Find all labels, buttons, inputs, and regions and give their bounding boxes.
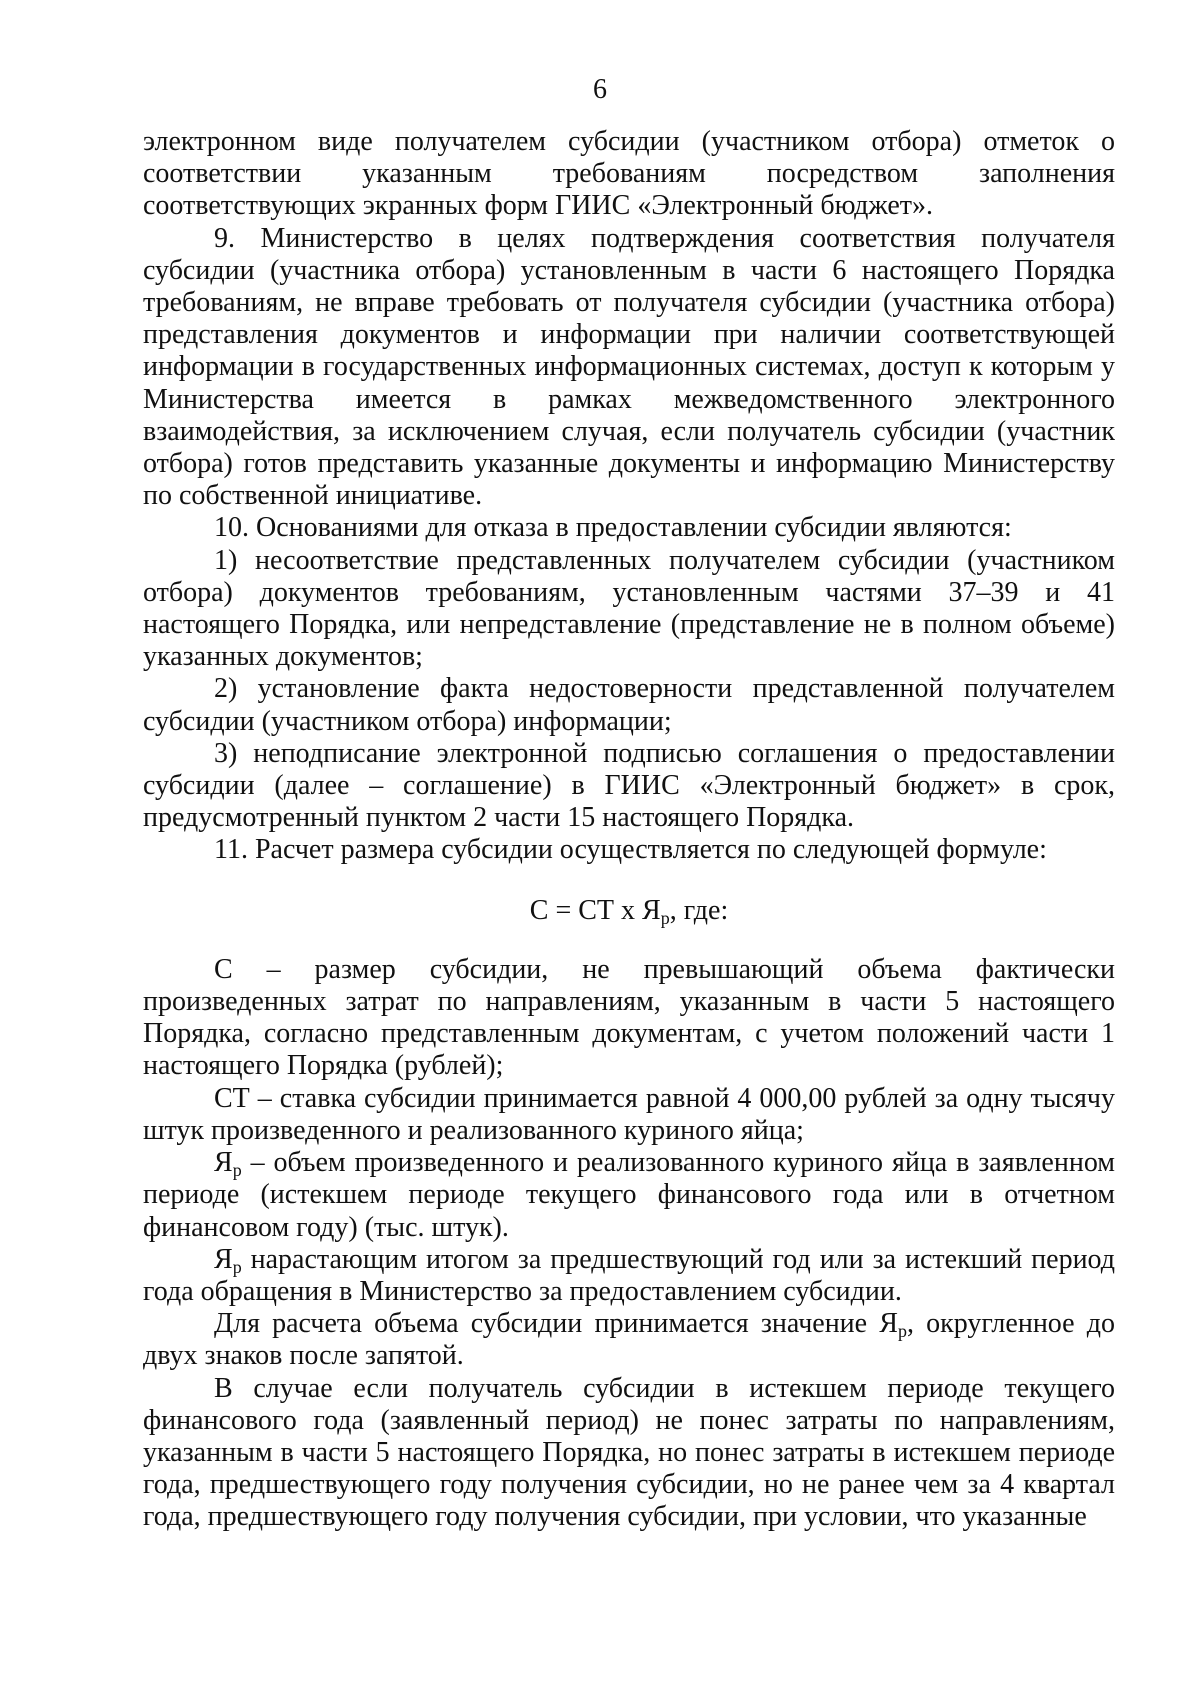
yap-symbol: Я <box>214 1243 233 1275</box>
yap-symbol: Я <box>214 1147 233 1179</box>
yap-definition-text: – объем произведенного и реализованного куриного яйца в заявленном периоде (истекшем периоде текущего финансового года или в отчетном финансовом году) (тыс. штук). <box>143 1147 1115 1243</box>
formula-main: С = СТ х Я <box>529 894 661 926</box>
rounding-text-before: Для расчета объема субсидии принимается значение Я <box>214 1308 898 1340</box>
definition-ct: СТ – ставка субсидии принимается равной 4 000,00 рублей за одну тысячу штук произведенного и реализованного куриного яйца; <box>143 1082 1115 1146</box>
case-paragraph: В случае если получатель субсидии в истекшем периоде текущего финансового года (заявленный период) не понес затраты по направлениям, указанным в части 5 настоящего Порядка, но понес затраты в истекшем периоде года, предшествующего году получения субсидии, но не ранее чем за 4 квартал года, предшествующего году получения субсидии, при условии, что указанные <box>143 1372 1115 1533</box>
paragraph-10: 10. Основаниями для отказа в предоставлении субсидии являются: <box>214 512 1012 544</box>
definition-yap <box>143 1147 1115 1244</box>
yap-cumulative-text: нарастающим итогом за предшествующий год или за истекший период года обращения в Министерство за предоставлением субсидии. <box>143 1243 1115 1307</box>
paragraph-10-item-3: 3) неподписание электронной подписью соглашения о предоставлении субсидии (далее – соглашение) в ГИИС «Электронный бюджет» в срок, предусмотренный пунктом 2 части 15 настоящего Порядка. <box>143 737 1115 834</box>
paragraph-intro-continuation: электронном виде получателем субсидии (участником отбора) отметок о соответствии указанным требованиям посредством заполнения соответствующих экранных форм ГИИС «Электронный бюджет». <box>143 126 1115 222</box>
yap-subscript: р <box>897 1321 907 1342</box>
document-body <box>143 126 1115 1534</box>
rounding-note <box>143 1308 1115 1372</box>
yap-cumulative-note <box>143 1244 1115 1308</box>
yap-subscript: р <box>232 1160 242 1181</box>
paragraph-9: 9. Министерство в целях подтверждения соответствия получателя субсидии (участника отбора) установленным в части 6 настоящего Порядка требованиям, не вправе требовать от получателя субсидии (участника отбора) представления документов и информации при наличии соответствующей информации в государственных информационных системах, доступ к которым у Министерства имеется в рамках межведомственного электронного взаимодействия, за исключением случая, если получатель субсидии (участник отбора) готов представить указанные документы и информацию Министерству по собственной инициативе. <box>143 222 1115 512</box>
paragraph-11: 11. Расчет размера субсидии осуществляется по следующей формуле: <box>214 834 1047 866</box>
subsidy-formula <box>143 895 1115 927</box>
formula-tail: , где: <box>669 894 729 926</box>
formula-subscript: р <box>660 907 670 928</box>
paragraph-10-item-2: 2) установление факта недостоверности представленной получателем субсидии (участником отбора) информации; <box>143 673 1115 737</box>
yap-subscript: р <box>232 1256 242 1277</box>
definition-c: С – размер субсидии, не превышающий объема фактически произведенных затрат по направлениям, указанным в части 5 настоящего Порядка, согласно представленным документам, с учетом положений части 1 настоящего Порядка (рублей); <box>143 953 1115 1082</box>
rounding-text-after: , округленное до двух знаков после запятой. <box>143 1308 1115 1372</box>
paragraph-10-item-1: 1) несоответствие представленных получателем субсидии (участником отбора) документов требованиям, установленным частями 37–39 и 41 настоящего Порядка, или непредставление (представление не в полном объеме) указанных документов; <box>143 544 1115 673</box>
page-number: 6 <box>593 74 607 105</box>
